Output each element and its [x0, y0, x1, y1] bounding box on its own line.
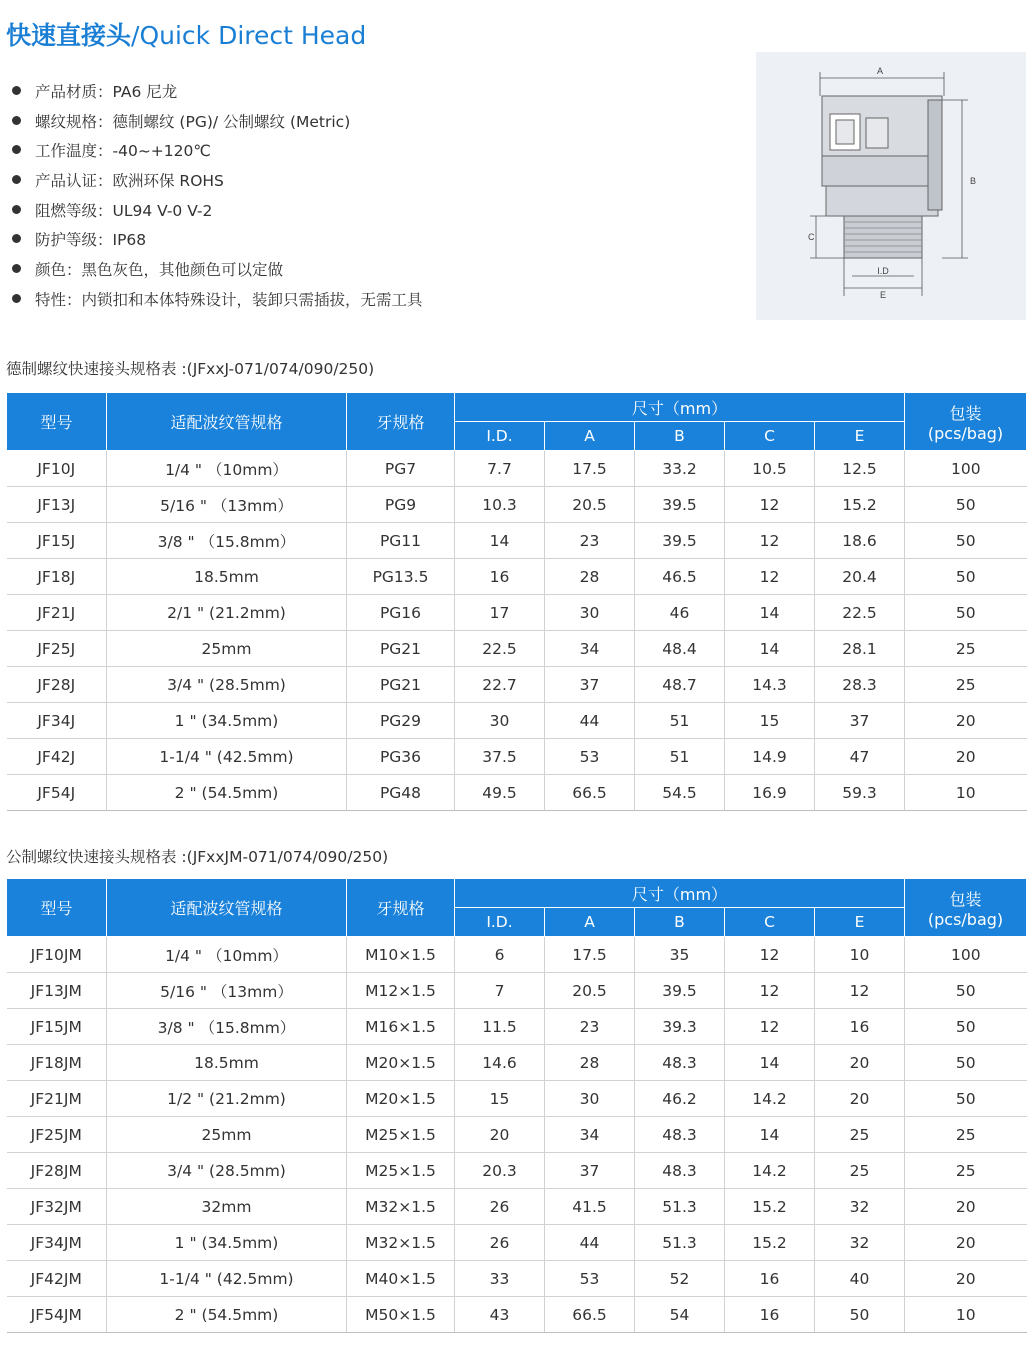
table-row — [7, 559, 1027, 595]
cell-b: 48.3 — [635, 1153, 725, 1189]
cell-thread: M12×1.5 — [347, 973, 455, 1009]
cell-b: 39.5 — [635, 523, 725, 559]
cell-model: JF10JM — [7, 937, 107, 973]
cell-e: 50 — [815, 1297, 905, 1333]
table-row — [7, 1153, 1027, 1189]
cell-e: 32 — [815, 1225, 905, 1261]
cell-conduit: 2/1 " (21.2mm) — [107, 595, 347, 631]
cell-c: 12 — [725, 523, 815, 559]
page-title — [6, 16, 366, 52]
header-conduit: 适配波纹管规格 — [107, 393, 347, 451]
cell-a: 53 — [545, 1261, 635, 1297]
cell-e: 16 — [815, 1009, 905, 1045]
cell-c: 14 — [725, 1117, 815, 1153]
cell-thread: PG9 — [347, 487, 455, 523]
cell-b: 46 — [635, 595, 725, 631]
table-row — [7, 1189, 1027, 1225]
cell-model: JF34JM — [7, 1225, 107, 1261]
cell-conduit: 3/8 " （15.8mm） — [107, 523, 347, 559]
cell-b: 54 — [635, 1297, 725, 1333]
cell-thread: PG36 — [347, 739, 455, 775]
cell-b: 48.7 — [635, 667, 725, 703]
cell-a: 66.5 — [545, 1297, 635, 1333]
dimension-label-a: A — [876, 66, 884, 76]
cell-c: 14 — [725, 1045, 815, 1081]
cell-id: 20.3 — [455, 1153, 545, 1189]
feature-text: 防护等级：IP68 — [35, 231, 147, 250]
cell-c: 15.2 — [725, 1189, 815, 1225]
feature-item — [12, 167, 423, 197]
cell-conduit: 32mm — [107, 1189, 347, 1225]
cell-a: 17.5 — [545, 451, 635, 487]
cell-model: JF42JM — [7, 1261, 107, 1297]
cell-a: 20.5 — [545, 973, 635, 1009]
cell-b: 33.2 — [635, 451, 725, 487]
cell-b: 51 — [635, 739, 725, 775]
cell-pack: 25 — [905, 1153, 1027, 1189]
table-row — [7, 451, 1027, 487]
title-en: /Quick Direct Head — [131, 21, 367, 50]
cell-a: 20.5 — [545, 487, 635, 523]
cell-e: 15.2 — [815, 487, 905, 523]
feature-item — [12, 286, 423, 316]
header-pack-label: 包装 — [949, 889, 982, 909]
bullet-icon — [12, 86, 21, 95]
cell-thread: PG29 — [347, 703, 455, 739]
cell-b: 46.2 — [635, 1081, 725, 1117]
header-e: E — [815, 908, 905, 937]
table-row — [7, 1261, 1027, 1297]
cell-a: 44 — [545, 703, 635, 739]
cell-b: 35 — [635, 937, 725, 973]
cell-conduit: 18.5mm — [107, 559, 347, 595]
cell-id: 22.7 — [455, 667, 545, 703]
cell-conduit: 1-1/4 " (42.5mm) — [107, 1261, 347, 1297]
table-row — [7, 1225, 1027, 1261]
cell-pack: 50 — [905, 523, 1027, 559]
header-id: I.D. — [455, 422, 545, 451]
cell-thread: M32×1.5 — [347, 1189, 455, 1225]
cell-e: 12.5 — [815, 451, 905, 487]
cell-conduit: 1-1/4 " (42.5mm) — [107, 739, 347, 775]
table-row — [7, 703, 1027, 739]
cell-a: 37 — [545, 1153, 635, 1189]
cell-e: 20 — [815, 1045, 905, 1081]
header-packing — [905, 879, 1027, 937]
cell-pack: 20 — [905, 703, 1027, 739]
cell-pack: 25 — [905, 631, 1027, 667]
cell-b: 54.5 — [635, 775, 725, 811]
table-row — [7, 1117, 1027, 1153]
feature-text: 颜色：黑色灰色，其他颜色可以定做 — [35, 261, 284, 280]
cell-e: 37 — [815, 703, 905, 739]
header-a: A — [545, 908, 635, 937]
cell-id: 14.6 — [455, 1045, 545, 1081]
cell-a: 66.5 — [545, 775, 635, 811]
cell-id: 7 — [455, 973, 545, 1009]
header-b: B — [635, 422, 725, 451]
cell-conduit: 2 " (54.5mm) — [107, 775, 347, 811]
feature-item — [12, 197, 423, 227]
cell-c: 14.9 — [725, 739, 815, 775]
cell-a: 23 — [545, 523, 635, 559]
cell-id: 16 — [455, 559, 545, 595]
cell-a: 34 — [545, 1117, 635, 1153]
cell-a: 30 — [545, 595, 635, 631]
cell-model: JF32JM — [7, 1189, 107, 1225]
header-a: A — [545, 422, 635, 451]
header-b: B — [635, 908, 725, 937]
cell-b: 39.5 — [635, 973, 725, 1009]
cell-conduit: 18.5mm — [107, 1045, 347, 1081]
cell-c: 14.3 — [725, 667, 815, 703]
cell-e: 25 — [815, 1153, 905, 1189]
cell-a: 28 — [545, 1045, 635, 1081]
feature-text: 工作温度：-40~+120℃ — [35, 142, 211, 161]
cell-e: 10 — [815, 937, 905, 973]
cell-id: 30 — [455, 703, 545, 739]
feature-item — [12, 137, 423, 167]
cell-id: 14 — [455, 523, 545, 559]
dimension-label-b: B — [970, 176, 977, 186]
cell-conduit: 25mm — [107, 631, 347, 667]
cell-model: JF18JM — [7, 1045, 107, 1081]
cell-thread: PG21 — [347, 667, 455, 703]
cell-thread: M16×1.5 — [347, 1009, 455, 1045]
cell-b: 51 — [635, 703, 725, 739]
feature-text: 阻燃等级：UL94 V-0 V-2 — [35, 201, 213, 220]
feature-item — [12, 78, 423, 108]
header-c: C — [725, 422, 815, 451]
cell-b: 48.3 — [635, 1045, 725, 1081]
cell-id: 10.3 — [455, 487, 545, 523]
table-row — [7, 1045, 1027, 1081]
cell-model: JF34J — [7, 703, 107, 739]
cell-conduit: 5/16 " （13mm） — [107, 973, 347, 1009]
cell-pack: 20 — [905, 1261, 1027, 1297]
cell-c: 14.2 — [725, 1081, 815, 1117]
header-packing — [905, 393, 1027, 451]
cell-c: 14 — [725, 631, 815, 667]
cell-thread: M20×1.5 — [347, 1045, 455, 1081]
table-row — [7, 1081, 1027, 1117]
cell-id: 15 — [455, 1081, 545, 1117]
cell-b: 52 — [635, 1261, 725, 1297]
header-size: 尺寸（mm） — [455, 393, 905, 422]
cell-model: JF10J — [7, 451, 107, 487]
cell-id: 7.7 — [455, 451, 545, 487]
cell-model: JF13JM — [7, 973, 107, 1009]
table-row — [7, 595, 1027, 631]
cell-conduit: 1 " (34.5mm) — [107, 703, 347, 739]
cell-model: JF28J — [7, 667, 107, 703]
cell-model: JF25J — [7, 631, 107, 667]
cell-b: 51.3 — [635, 1189, 725, 1225]
cell-c: 10.5 — [725, 451, 815, 487]
header-pack-unit: (pcs/bag) — [927, 423, 1004, 443]
table-row — [7, 1297, 1027, 1333]
cell-c: 14.2 — [725, 1153, 815, 1189]
bullet-icon — [12, 264, 21, 273]
header-thread: 牙规格 — [347, 393, 455, 451]
dimension-label-id: I.D — [877, 266, 889, 276]
cell-a: 41.5 — [545, 1189, 635, 1225]
cell-a: 23 — [545, 1009, 635, 1045]
cell-pack: 10 — [905, 1297, 1027, 1333]
cell-conduit: 3/4 " (28.5mm) — [107, 667, 347, 703]
cell-pack: 20 — [905, 1189, 1027, 1225]
cell-b: 39.5 — [635, 487, 725, 523]
cell-a: 30 — [545, 1081, 635, 1117]
cell-e: 18.6 — [815, 523, 905, 559]
cell-thread: PG16 — [347, 595, 455, 631]
dimension-label-e: E — [879, 290, 887, 300]
cell-a: 53 — [545, 739, 635, 775]
pg-spec-table — [6, 392, 1027, 811]
table-row — [7, 523, 1027, 559]
cell-c: 12 — [725, 973, 815, 1009]
cell-b: 51.3 — [635, 1225, 725, 1261]
cell-model: JF25JM — [7, 1117, 107, 1153]
header-id: I.D. — [455, 908, 545, 937]
cell-conduit: 2 " (54.5mm) — [107, 1297, 347, 1333]
table-row — [7, 937, 1027, 973]
header-model: 型号 — [7, 879, 107, 937]
cell-conduit: 1/4 " （10mm） — [107, 937, 347, 973]
header-model: 型号 — [7, 393, 107, 451]
cell-conduit: 25mm — [107, 1117, 347, 1153]
table-row — [7, 1009, 1027, 1045]
cell-conduit: 3/8 " （15.8mm） — [107, 1009, 347, 1045]
header-e: E — [815, 422, 905, 451]
cell-model: JF15JM — [7, 1009, 107, 1045]
cell-e: 22.5 — [815, 595, 905, 631]
cell-e: 47 — [815, 739, 905, 775]
cell-id: 49.5 — [455, 775, 545, 811]
cell-model: JF28JM — [7, 1153, 107, 1189]
cell-thread: M50×1.5 — [347, 1297, 455, 1333]
table-row — [7, 775, 1027, 811]
cell-id: 6 — [455, 937, 545, 973]
feature-text: 螺纹规格：德制螺纹 (PG)/ 公制螺纹 (Metric) — [35, 112, 351, 131]
cell-conduit: 3/4 " (28.5mm) — [107, 1153, 347, 1189]
cell-pack: 20 — [905, 739, 1027, 775]
table-row — [7, 973, 1027, 1009]
feature-item — [12, 256, 423, 286]
cell-e: 20 — [815, 1081, 905, 1117]
connector-drawing-icon — [756, 52, 1026, 320]
cell-thread: M10×1.5 — [347, 937, 455, 973]
feature-text: 产品材质：PA6 尼龙 — [35, 83, 178, 101]
cell-id: 26 — [455, 1189, 545, 1225]
feature-list — [12, 78, 423, 316]
header-thread: 牙规格 — [347, 879, 455, 937]
cell-id: 26 — [455, 1225, 545, 1261]
cell-thread: M32×1.5 — [347, 1225, 455, 1261]
cell-c: 12 — [725, 487, 815, 523]
cell-b: 39.3 — [635, 1009, 725, 1045]
cell-a: 44 — [545, 1225, 635, 1261]
cell-thread: PG21 — [347, 631, 455, 667]
cell-c: 12 — [725, 1009, 815, 1045]
cell-b: 46.5 — [635, 559, 725, 595]
cell-model: JF13J — [7, 487, 107, 523]
bullet-icon — [12, 294, 21, 303]
cell-pack: 50 — [905, 487, 1027, 523]
cell-e: 25 — [815, 1117, 905, 1153]
cell-conduit: 1 " (34.5mm) — [107, 1225, 347, 1261]
cell-pack: 50 — [905, 559, 1027, 595]
bullet-icon — [12, 234, 21, 243]
bullet-icon — [12, 205, 21, 214]
cell-model: JF42J — [7, 739, 107, 775]
feature-text: 产品认证：欧洲环保 ROHS — [35, 172, 224, 191]
cell-a: 34 — [545, 631, 635, 667]
cell-c: 15.2 — [725, 1225, 815, 1261]
cell-id: 22.5 — [455, 631, 545, 667]
cell-pack: 50 — [905, 595, 1027, 631]
cell-thread: M40×1.5 — [347, 1261, 455, 1297]
cell-thread: M20×1.5 — [347, 1081, 455, 1117]
cell-a: 37 — [545, 667, 635, 703]
header-size: 尺寸（mm） — [455, 879, 905, 908]
cell-c: 16 — [725, 1261, 815, 1297]
cell-thread: PG48 — [347, 775, 455, 811]
cell-e: 40 — [815, 1261, 905, 1297]
bullet-icon — [12, 145, 21, 154]
cell-thread: PG13.5 — [347, 559, 455, 595]
feature-text: 特性：内锁扣和本体特殊设计，装卸只需插拔，无需工具 — [35, 290, 423, 309]
cell-pack: 50 — [905, 1081, 1027, 1117]
cell-e: 28.1 — [815, 631, 905, 667]
cell-e: 59.3 — [815, 775, 905, 811]
cell-e: 20.4 — [815, 559, 905, 595]
cell-c: 12 — [725, 559, 815, 595]
metric-spec-table — [6, 878, 1027, 1333]
cell-id: 17 — [455, 595, 545, 631]
cell-b: 48.3 — [635, 1117, 725, 1153]
table-row — [7, 739, 1027, 775]
cell-a: 28 — [545, 559, 635, 595]
cell-model: JF54JM — [7, 1297, 107, 1333]
header-pack-label: 包装 — [949, 403, 982, 423]
cell-c: 16 — [725, 1297, 815, 1333]
table-row — [7, 667, 1027, 703]
bullet-icon — [12, 116, 21, 125]
cell-model: JF21JM — [7, 1081, 107, 1117]
cell-model: JF21J — [7, 595, 107, 631]
cell-e: 28.3 — [815, 667, 905, 703]
cell-conduit: 1/2 " (21.2mm) — [107, 1081, 347, 1117]
table-caption-metric: 公制螺纹快速接头规格表 :(JFxxJM-071/074/090/250) — [6, 848, 389, 866]
cell-c: 12 — [725, 937, 815, 973]
cell-e: 12 — [815, 973, 905, 1009]
cell-thread: PG11 — [347, 523, 455, 559]
cell-id: 11.5 — [455, 1009, 545, 1045]
cell-pack: 100 — [905, 937, 1027, 973]
cell-thread: M25×1.5 — [347, 1153, 455, 1189]
cell-pack: 50 — [905, 973, 1027, 1009]
cell-conduit: 5/16 " （13mm） — [107, 487, 347, 523]
cell-id: 33 — [455, 1261, 545, 1297]
title-cn: 快速直接头 — [6, 21, 132, 50]
cell-conduit: 1/4 " （10mm） — [107, 451, 347, 487]
cell-pack: 100 — [905, 451, 1027, 487]
cell-c: 16.9 — [725, 775, 815, 811]
cell-pack: 25 — [905, 1117, 1027, 1153]
cell-c: 14 — [725, 595, 815, 631]
cell-id: 37.5 — [455, 739, 545, 775]
cell-model: JF54J — [7, 775, 107, 811]
cell-pack: 10 — [905, 775, 1027, 811]
cell-c: 15 — [725, 703, 815, 739]
dimension-label-c: C — [808, 232, 815, 242]
cell-a: 17.5 — [545, 937, 635, 973]
cell-thread: M25×1.5 — [347, 1117, 455, 1153]
cell-e: 32 — [815, 1189, 905, 1225]
cell-id: 20 — [455, 1117, 545, 1153]
table-row — [7, 631, 1027, 667]
header-c: C — [725, 908, 815, 937]
table-caption-pg: 德制螺纹快速接头规格表 :(JFxxJ-071/074/090/250) — [6, 360, 375, 378]
cell-model: JF18J — [7, 559, 107, 595]
cell-id: 43 — [455, 1297, 545, 1333]
cell-pack: 20 — [905, 1225, 1027, 1261]
cell-model: JF15J — [7, 523, 107, 559]
feature-item — [12, 226, 423, 256]
cell-pack: 50 — [905, 1009, 1027, 1045]
bullet-icon — [12, 175, 21, 184]
cell-b: 48.4 — [635, 631, 725, 667]
cell-pack: 25 — [905, 667, 1027, 703]
table-row — [7, 487, 1027, 523]
cell-pack: 50 — [905, 1045, 1027, 1081]
header-pack-unit: (pcs/bag) — [927, 909, 1004, 929]
header-conduit: 适配波纹管规格 — [107, 879, 347, 937]
cell-thread: PG7 — [347, 451, 455, 487]
feature-item — [12, 108, 423, 138]
product-drawing — [756, 52, 1026, 320]
